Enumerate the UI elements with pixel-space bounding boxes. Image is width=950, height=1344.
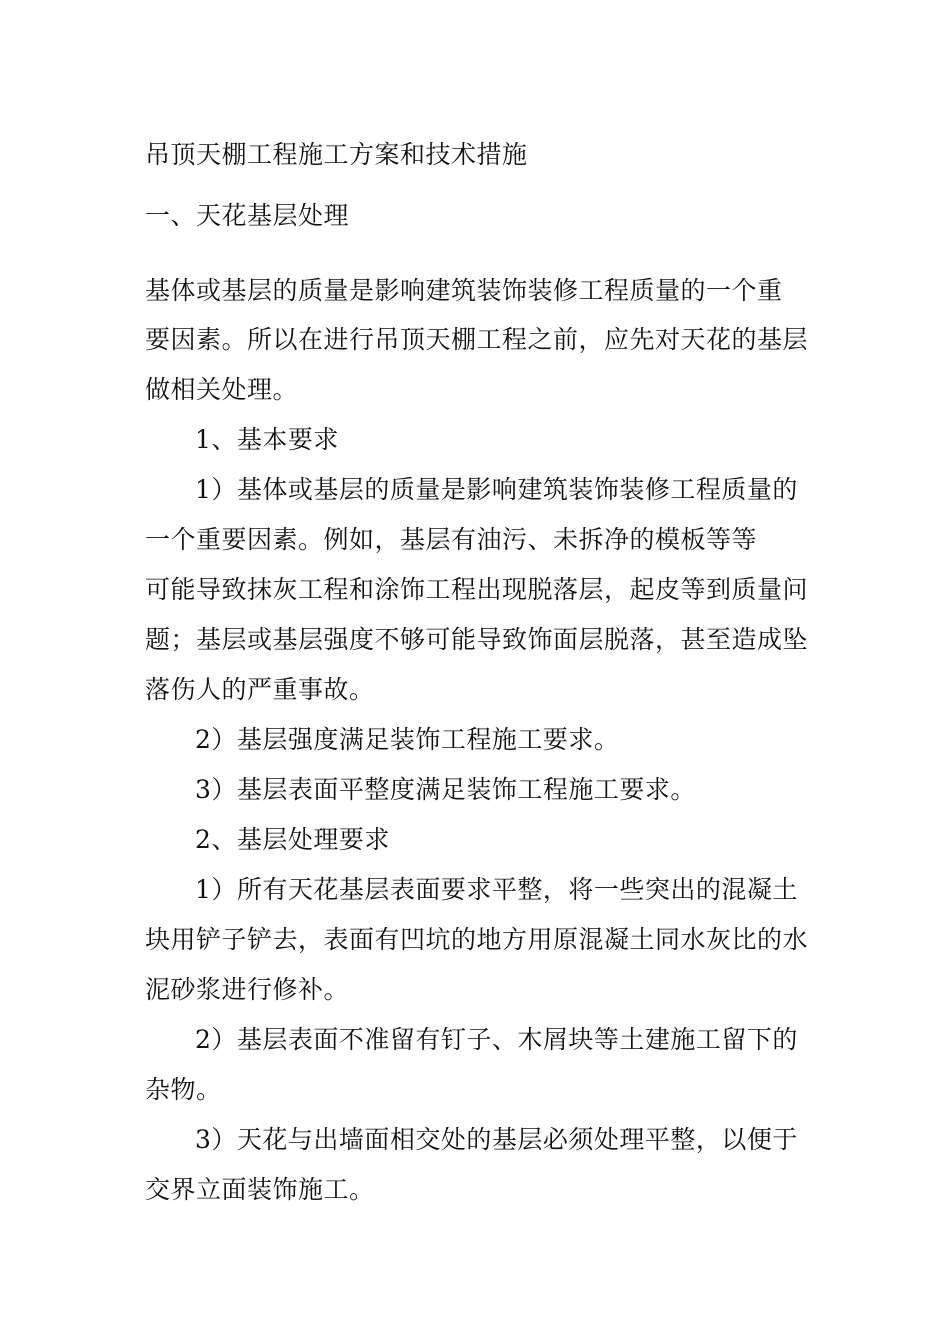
intro-line: 要因素。所以在进行吊顶天棚工程之前，应先对天花的基层 (145, 325, 809, 354)
paragraph-line: 1）基体或基层的质量是影响建筑装饰装修工程质量的 (195, 475, 798, 504)
document-title: 吊顶天棚工程施工方案和技术措施 (145, 140, 528, 169)
paragraph-line: 2）基层表面不准留有钉子、木屑块等土建施工留下的 (195, 1025, 798, 1054)
paragraph-line: 落伤人的严重事故。 (145, 675, 375, 704)
paragraph-line: 题；基层或基层强度不够可能导致饰面层脱落，甚至造成坠 (145, 625, 809, 654)
paragraph-line: 交界立面装饰施工。 (145, 1175, 375, 1204)
subheading-base-treatment-requirements: 2、基层处理要求 (195, 825, 390, 854)
paragraph-line: 1）所有天花基层表面要求平整，将一些突出的混凝土 (195, 875, 798, 904)
intro-line: 基体或基层的质量是影响建筑装饰装修工程质量的一个重 (145, 276, 783, 305)
paragraph-line: 2）基层强度满足装饰工程施工要求。 (195, 725, 620, 754)
section-heading: 一、天花基层处理 (145, 201, 350, 230)
paragraph-line: 一个重要因素。例如，基层有油污、未拆净的模板等等 (145, 525, 758, 554)
paragraph-line: 泥砂浆进行修补。 (145, 975, 350, 1004)
subheading-basic-requirements: 1、基本要求 (195, 425, 339, 454)
paragraph-line: 杂物。 (145, 1075, 222, 1104)
paragraph-line: 可能导致抹灰工程和涂饰工程出现脱落层，起皮等到质量问 (145, 575, 809, 604)
paragraph-line: 块用铲子铲去，表面有凹坑的地方用原混凝土同水灰比的水 (145, 925, 809, 954)
intro-line: 做相关处理。 (145, 375, 299, 404)
paragraph-line: 3）天花与出墙面相交处的基层必须处理平整，以便于 (195, 1125, 798, 1154)
paragraph-line: 3）基层表面平整度满足装饰工程施工要求。 (195, 775, 696, 804)
